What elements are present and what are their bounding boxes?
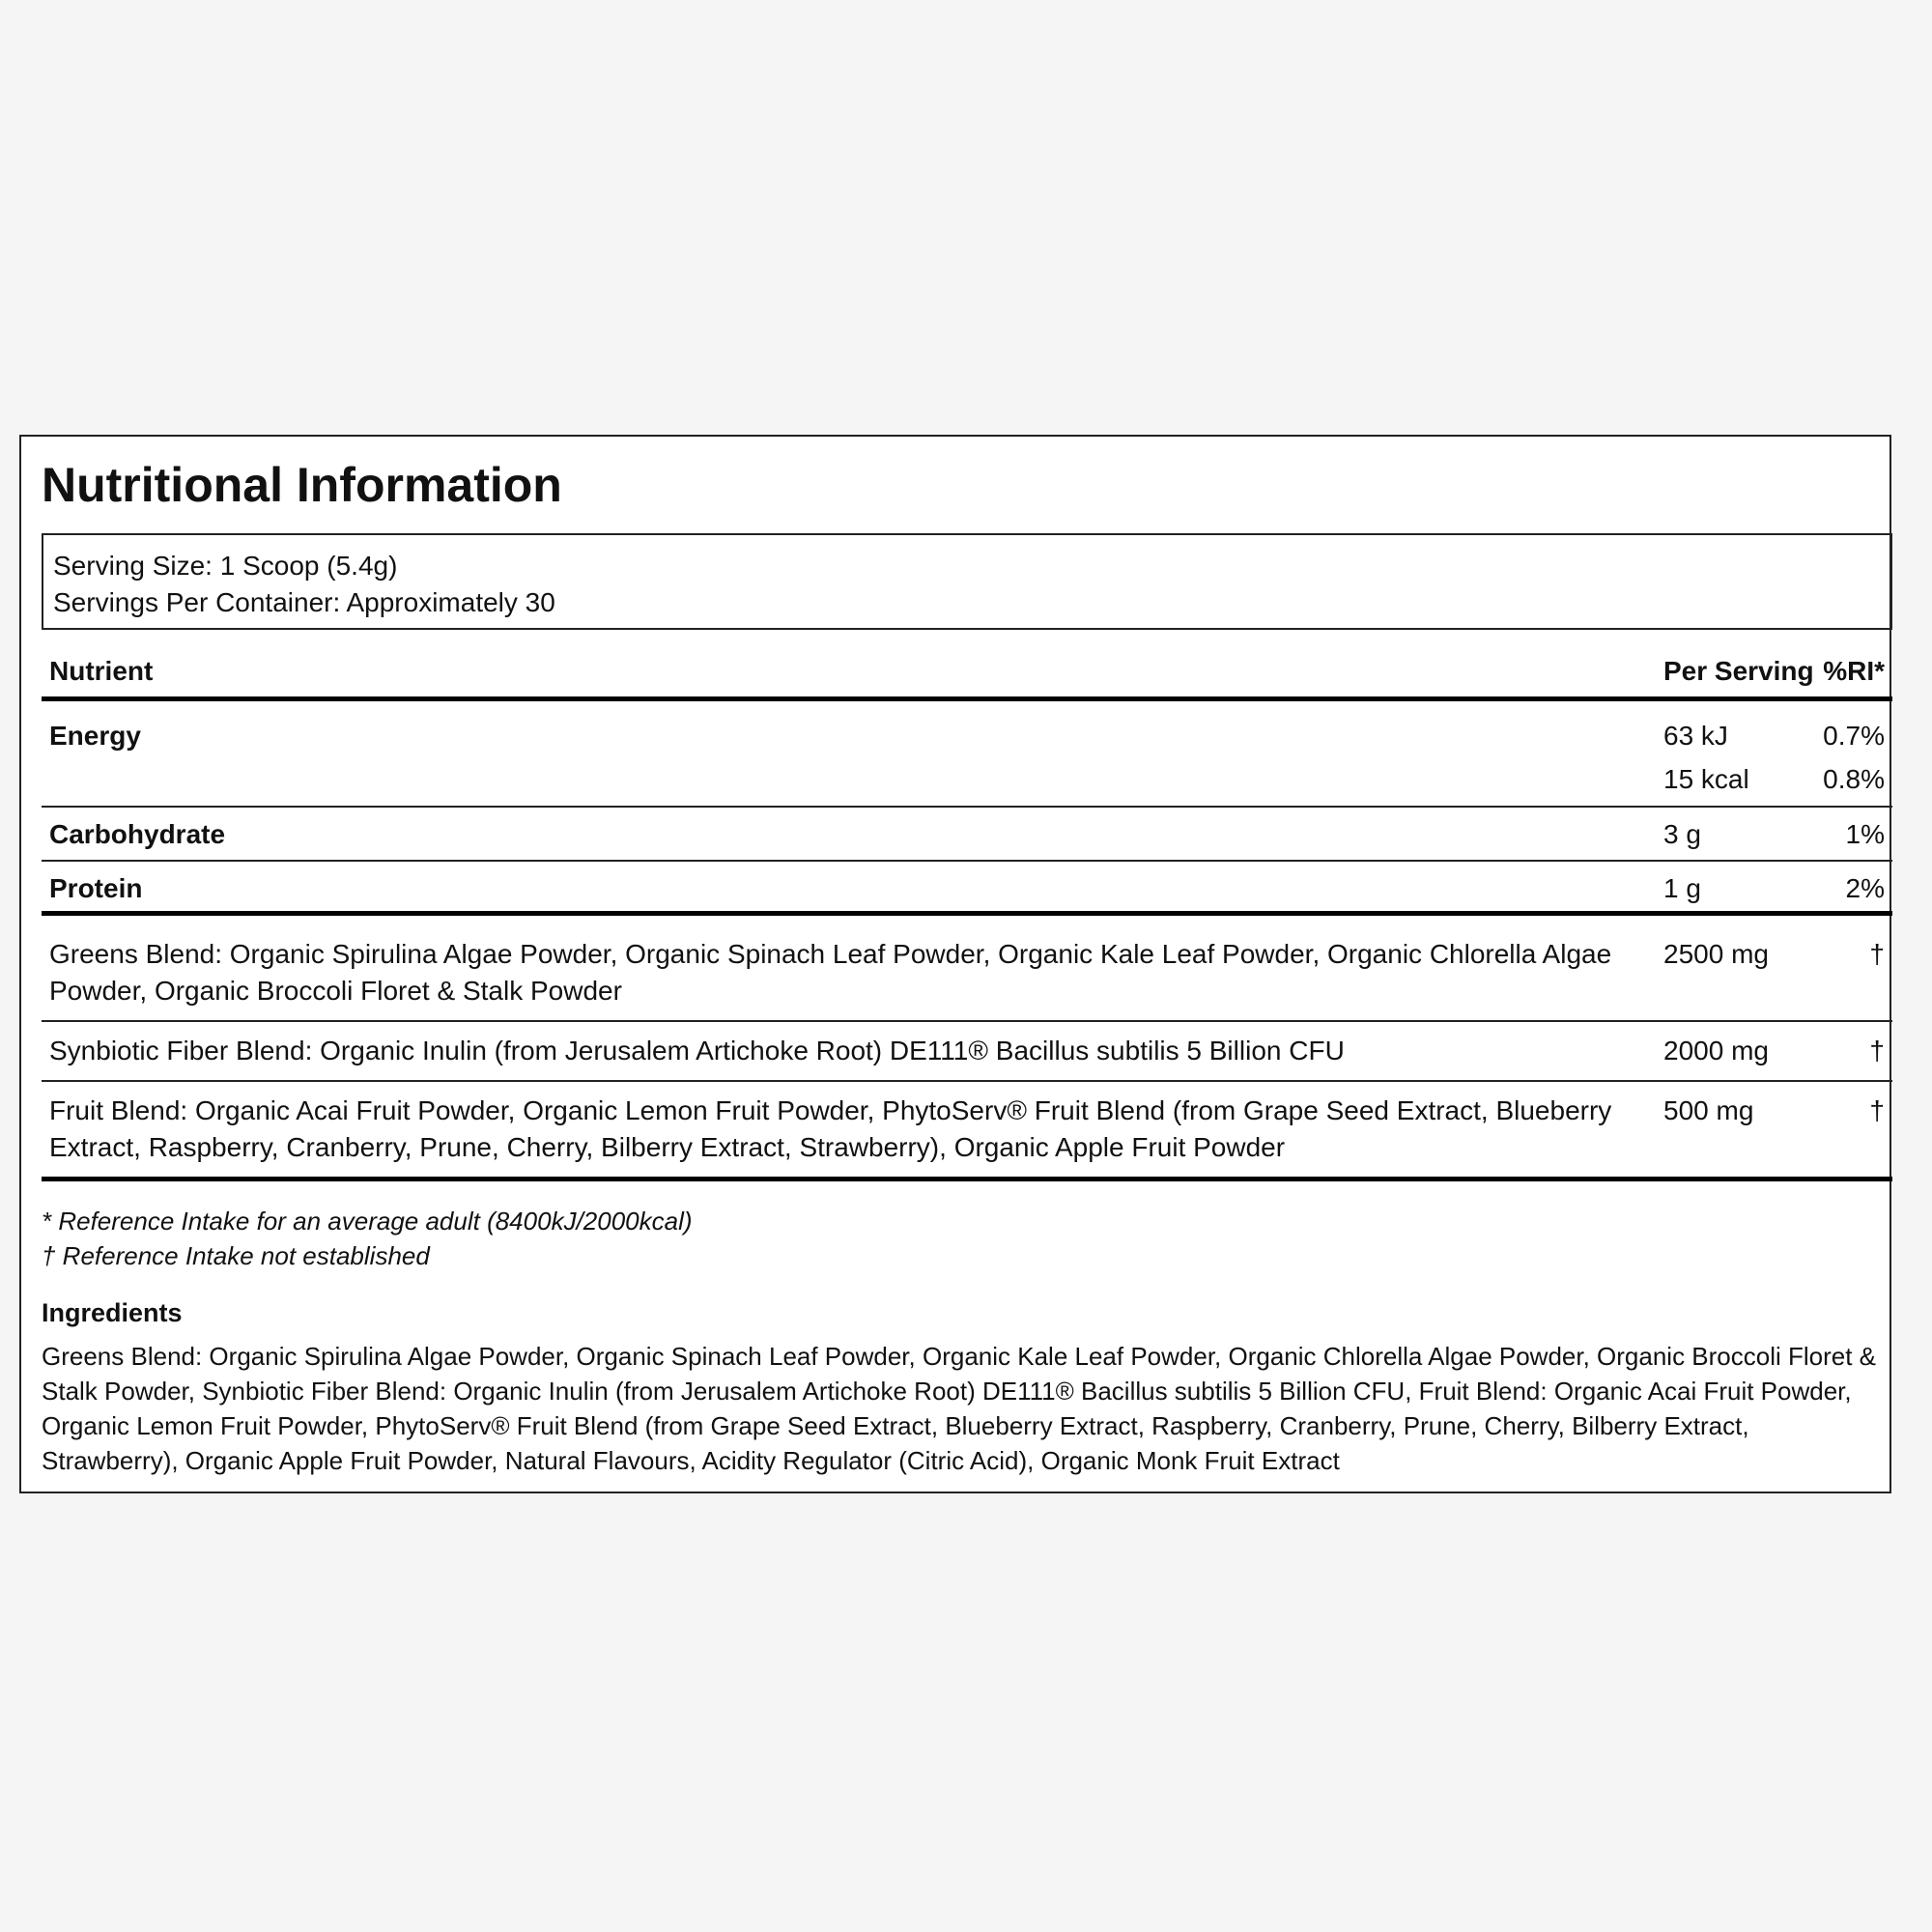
ingredients-heading: Ingredients (42, 1298, 183, 1327)
energy-kcal-ri: 0.8% (1823, 764, 1885, 794)
table-row-energy-kcal (42, 753, 1892, 808)
energy-kj-ri: 0.7% (1823, 721, 1885, 751)
table-row-carbohydrate (42, 808, 1892, 862)
greens-blend-label: Greens Blend: Organic Spirulina Algae Powder, Organic Spinach Leaf Powder, Organic Kale Leaf Powder, Organic Chlorella Algae Powder, Organic Broccoli Floret & Stalk Powder (49, 939, 1612, 1006)
energy-label: Energy (49, 721, 141, 751)
carbohydrate-label: Carbohydrate (49, 819, 226, 849)
footnote-ri: * Reference Intake for an average adult (8400kJ/2000kcal) (42, 1207, 693, 1236)
table-row-protein (42, 862, 1892, 916)
nutrition-panel (19, 435, 1891, 1493)
table-row-greens-blend (42, 916, 1892, 1022)
header-nutrient: Nutrient (49, 656, 154, 686)
table-row-fruit-blend (42, 1082, 1892, 1181)
fruit-blend-label: Fruit Blend: Organic Acai Fruit Powder, Organic Lemon Fruit Powder, PhytoServ® Fruit Blend (from Grape Seed Extract, Blueberry Extract, Raspberry, Cranberry, Prune, Cherry, Bilberry Extract, Strawberry), Organic Apple Fruit Powder (49, 1095, 1612, 1162)
synbiotic-blend-value: 2000 mg (1663, 1036, 1769, 1065)
header-ri: %RI* (1823, 656, 1885, 686)
page-title: Nutritional Information (42, 458, 562, 512)
serving-size: Serving Size: 1 Scoop (5.4g) (53, 551, 398, 581)
protein-label: Protein (49, 873, 143, 903)
serving-info-box (42, 533, 1892, 630)
carbohydrate-ri: 1% (1845, 819, 1885, 849)
greens-blend-value: 2500 mg (1663, 939, 1769, 969)
header-per-serving: Per Serving (1663, 656, 1814, 686)
fruit-blend-value: 500 mg (1663, 1095, 1754, 1125)
ingredients-text: Greens Blend: Organic Spirulina Algae Powder, Organic Spinach Leaf Powder, Organic Kale Leaf Powder, Organic Chlorella Algae Powder, Organic Broccoli Floret & Stalk Powder, Synbiotic Fiber Blend: Organic Inulin (from Jerusalem Artichoke Root) DE111® Bacillus subtilis 5 Billion CFU, Fruit Blend: Organic Acai Fruit Powder, Organic Lemon Fruit Powder, PhytoServ® Fruit Blend (from Grape Seed Extract, Blueberry Extract, Raspberry, Cranberry, Prune, Cherry, Bilberry Extract, Strawberry), Organic Apple Fruit Powder, Natural Flavours, Acidity Regulator (Citric Acid), Organic Monk Fruit Extract (42, 1342, 1877, 1475)
table-row-synbiotic-blend (42, 1022, 1892, 1082)
servings-per-container: Servings Per Container: Approximately 30 (53, 587, 555, 617)
energy-kcal-value: 15 kcal (1663, 764, 1749, 794)
synbiotic-blend-label: Synbiotic Fiber Blend: Organic Inulin (from Jerusalem Artichoke Root) DE111® Bacillus subtilis 5 Billion CFU (49, 1036, 1345, 1065)
fruit-blend-ri: † (1869, 1095, 1885, 1125)
table-header-row (42, 651, 1892, 701)
carbohydrate-value: 3 g (1663, 819, 1701, 849)
greens-blend-ri: † (1869, 939, 1885, 969)
energy-kj-value: 63 kJ (1663, 721, 1728, 751)
footnotes (42, 1204, 693, 1273)
nutrition-table (42, 651, 1892, 1181)
table-row-energy-kj (42, 701, 1892, 753)
protein-value: 1 g (1663, 873, 1701, 903)
footnote-dagger: † Reference Intake not established (42, 1241, 430, 1270)
protein-ri: 2% (1845, 873, 1885, 903)
synbiotic-blend-ri: † (1869, 1036, 1885, 1065)
